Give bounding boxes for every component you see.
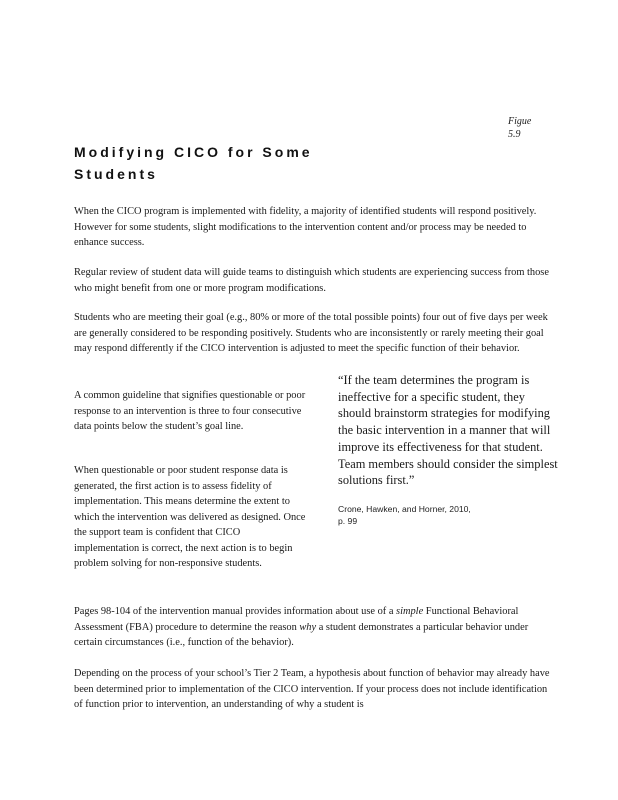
fba-text-start: Pages 98-104 of the intervention manual provides information about use of a bbox=[74, 606, 397, 617]
page-title: Modifying CICO for Some Students bbox=[74, 144, 313, 182]
citation-authors: Crone, Hawken, and Horner, 2010, bbox=[338, 503, 471, 514]
fba-emphasis-simple: simple bbox=[396, 606, 424, 617]
figure-label-word: Figue bbox=[508, 116, 532, 127]
figure-label bbox=[508, 115, 531, 141]
pull-quote bbox=[338, 372, 558, 527]
pull-quote-citation bbox=[338, 503, 558, 527]
guideline-paragraph: A common guideline that signifies questionable or poor response to an intervention is three to four consecutive data points below the student’s goal line. bbox=[74, 390, 306, 432]
fba-paragraph bbox=[74, 604, 552, 651]
fba-emphasis-why: why bbox=[299, 621, 317, 633]
pull-quote-text: “If the team determines the program is ineffective for a specific student, they should brainstorm strategies for modifying the basic intervention in a manner that will improve its effectiveness for that student. Team members should consider the simplest solutions first.” bbox=[338, 373, 558, 488]
intro-paragraph: When the CICO program is implemented with fidelity, a majority of identified students will respond positively. However for some students, slight modifications to the intervention content and/or process may be needed to enhance success. bbox=[74, 206, 537, 248]
goal-paragraph: Students who are meeting their goal (e.g., 80% or more of the total possible points) four out of five days per week are generally considered to be responding positively. Students who are inconsistently or rarely meeting their goal may respond differently if the CICO intervention is adjusted to meet the specific function of their behavior. bbox=[74, 312, 548, 354]
fba-text-end: a student demonstrates a particular behavior under certain circumstances (i.e., function of the behavior). bbox=[74, 621, 529, 648]
citation-page: p. 99 bbox=[338, 515, 358, 526]
tier2-paragraph: Depending on the process of your school’s Tier 2 Team, a hypothesis about function of behavior may already have been determined prior to implementation of the CICO intervention. If your process does not include identification of function prior to intervention, an understanding of why a student is bbox=[74, 668, 550, 710]
fidelity-paragraph: When questionable or poor student response data is generated, the first action is to assess fidelity of implementation. This means determine the extent to which the intervention was delivered as designed. Once the support team is confident that CICO implementation is correct, the next action is to begin problem solving for non-responsive students. bbox=[74, 465, 306, 569]
fba-text-middle: Functional Behavioral Assessment (FBA) procedure to determine the reason bbox=[74, 606, 519, 633]
figure-label-number: 5.9 bbox=[508, 129, 521, 140]
data-review-paragraph: Regular review of student data will guide teams to distinguish which students are experiencing success from those who might benefit from one or more program modifications. bbox=[74, 267, 549, 294]
